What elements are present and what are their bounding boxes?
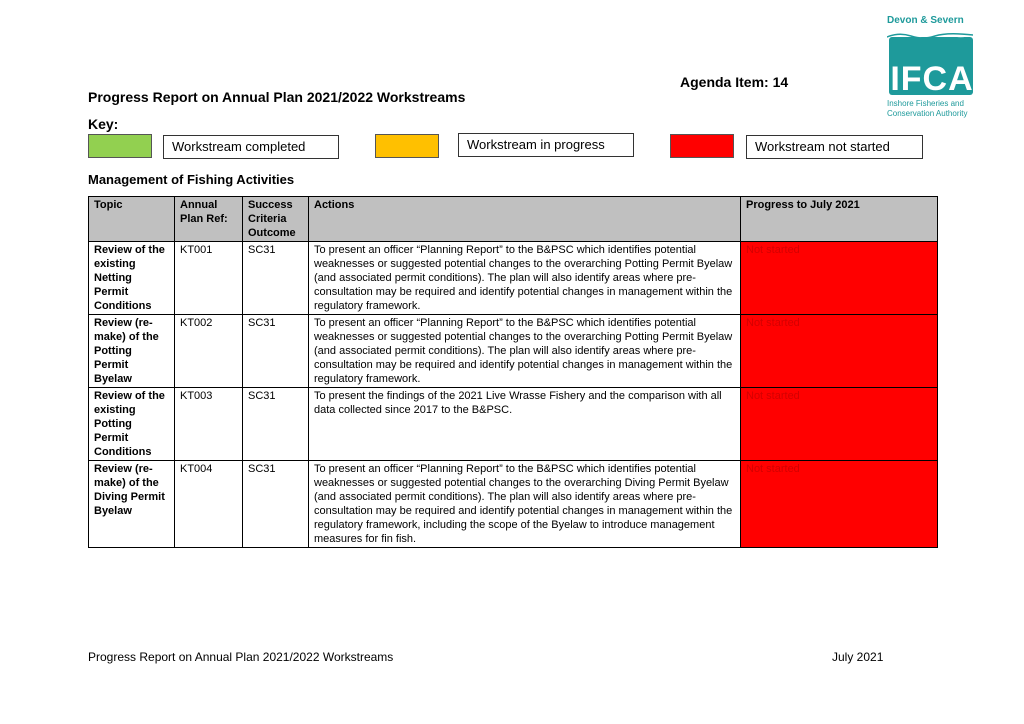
logo-top-text: Devon & Severn [887,15,964,26]
row-topic: Review (re-make) of the Diving Permit Byelaw [89,461,175,548]
row-progress: Not started [741,315,938,388]
workstream-table [88,196,938,548]
row-actions: To present an officer “Planning Report” to the B&PSC which identifies potential weaknesses or suggested potential changes to the overarching Potting Permit Byelaw (and associated permit conditions). The plan will also identify areas where pre-consultation may be required and identify potential changes in management within the regulatory framework. [309,242,741,315]
row-topic: Review (re-make) of the Potting Permit Byelaw [89,315,175,388]
header-actions: Actions [309,197,741,242]
row-actions: To present an officer “Planning Report” to the B&PSC which identifies potential weaknesses or suggested potential changes to the overarching Diving Permit Byelaw (and associated permit conditions). The plan will also identify areas where pre-consultation may be required and identify potential changes in management within the regulatory framework, including the scope of the Byelaw to introduce management measures for fin fish. [309,461,741,548]
agenda-item: Agenda Item: 14 [680,74,789,90]
wave-icon [887,29,973,39]
row-ref: KT003 [175,388,243,461]
table-row [89,242,938,315]
row-progress: Not started [741,461,938,548]
table-row [89,461,938,548]
key-label: Key: [88,116,119,132]
row-topic: Review of the existing Potting Permit Conditions [89,388,175,461]
header-criteria: Success Criteria Outcome [243,197,309,242]
ifca-logo [887,15,975,118]
header-ref: Annual Plan Ref: [175,197,243,242]
row-actions: To present an officer “Planning Report” to the B&PSC which identifies potential weaknesses or suggested potential changes to the overarching Potting Permit Byelaw (and associated permit conditions). The plan will also identify areas where pre-consultation may be required and identify potential changes in management within the regulatory framework. [309,315,741,388]
header-progress: Progress to July 2021 [741,197,938,242]
row-actions: To present the findings of the 2021 Live Wrasse Fishery and the comparison with all data collected since 2017 to the B&PSC. [309,388,741,461]
row-progress: Not started [741,388,938,461]
header-topic: Topic [89,197,175,242]
row-criteria: SC31 [243,388,309,461]
key-label-in-progress: Workstream in progress [458,133,634,157]
footer-date: July 2021 [832,650,884,664]
table-header-row [89,197,938,242]
key-label-not-started: Workstream not started [746,135,923,159]
table-row [89,388,938,461]
row-ref: KT004 [175,461,243,548]
row-ref: KT001 [175,242,243,315]
key-swatch-in-progress [375,134,439,158]
row-criteria: SC31 [243,461,309,548]
row-topic: Review of the existing Netting Permit Conditions [89,242,175,315]
logo-subtitle-line1: Inshore Fisheries and [887,99,964,108]
key-swatch-not-started [670,134,734,158]
table-row [89,315,938,388]
logo-letters: IFCA [890,60,974,98]
row-progress: Not started [741,242,938,315]
page-title: Progress Report on Annual Plan 2021/2022 Workstreams [88,89,466,105]
key-swatch-completed [88,134,152,158]
footer-title: Progress Report on Annual Plan 2021/2022 Workstreams [88,650,394,664]
section-title: Management of Fishing Activities [88,172,295,187]
key-label-completed: Workstream completed [163,135,339,159]
logo-badge [889,37,974,98]
row-criteria: SC31 [243,315,309,388]
logo-subtitle-line2: Conservation Authority [887,109,968,118]
row-criteria: SC31 [243,242,309,315]
row-ref: KT002 [175,315,243,388]
